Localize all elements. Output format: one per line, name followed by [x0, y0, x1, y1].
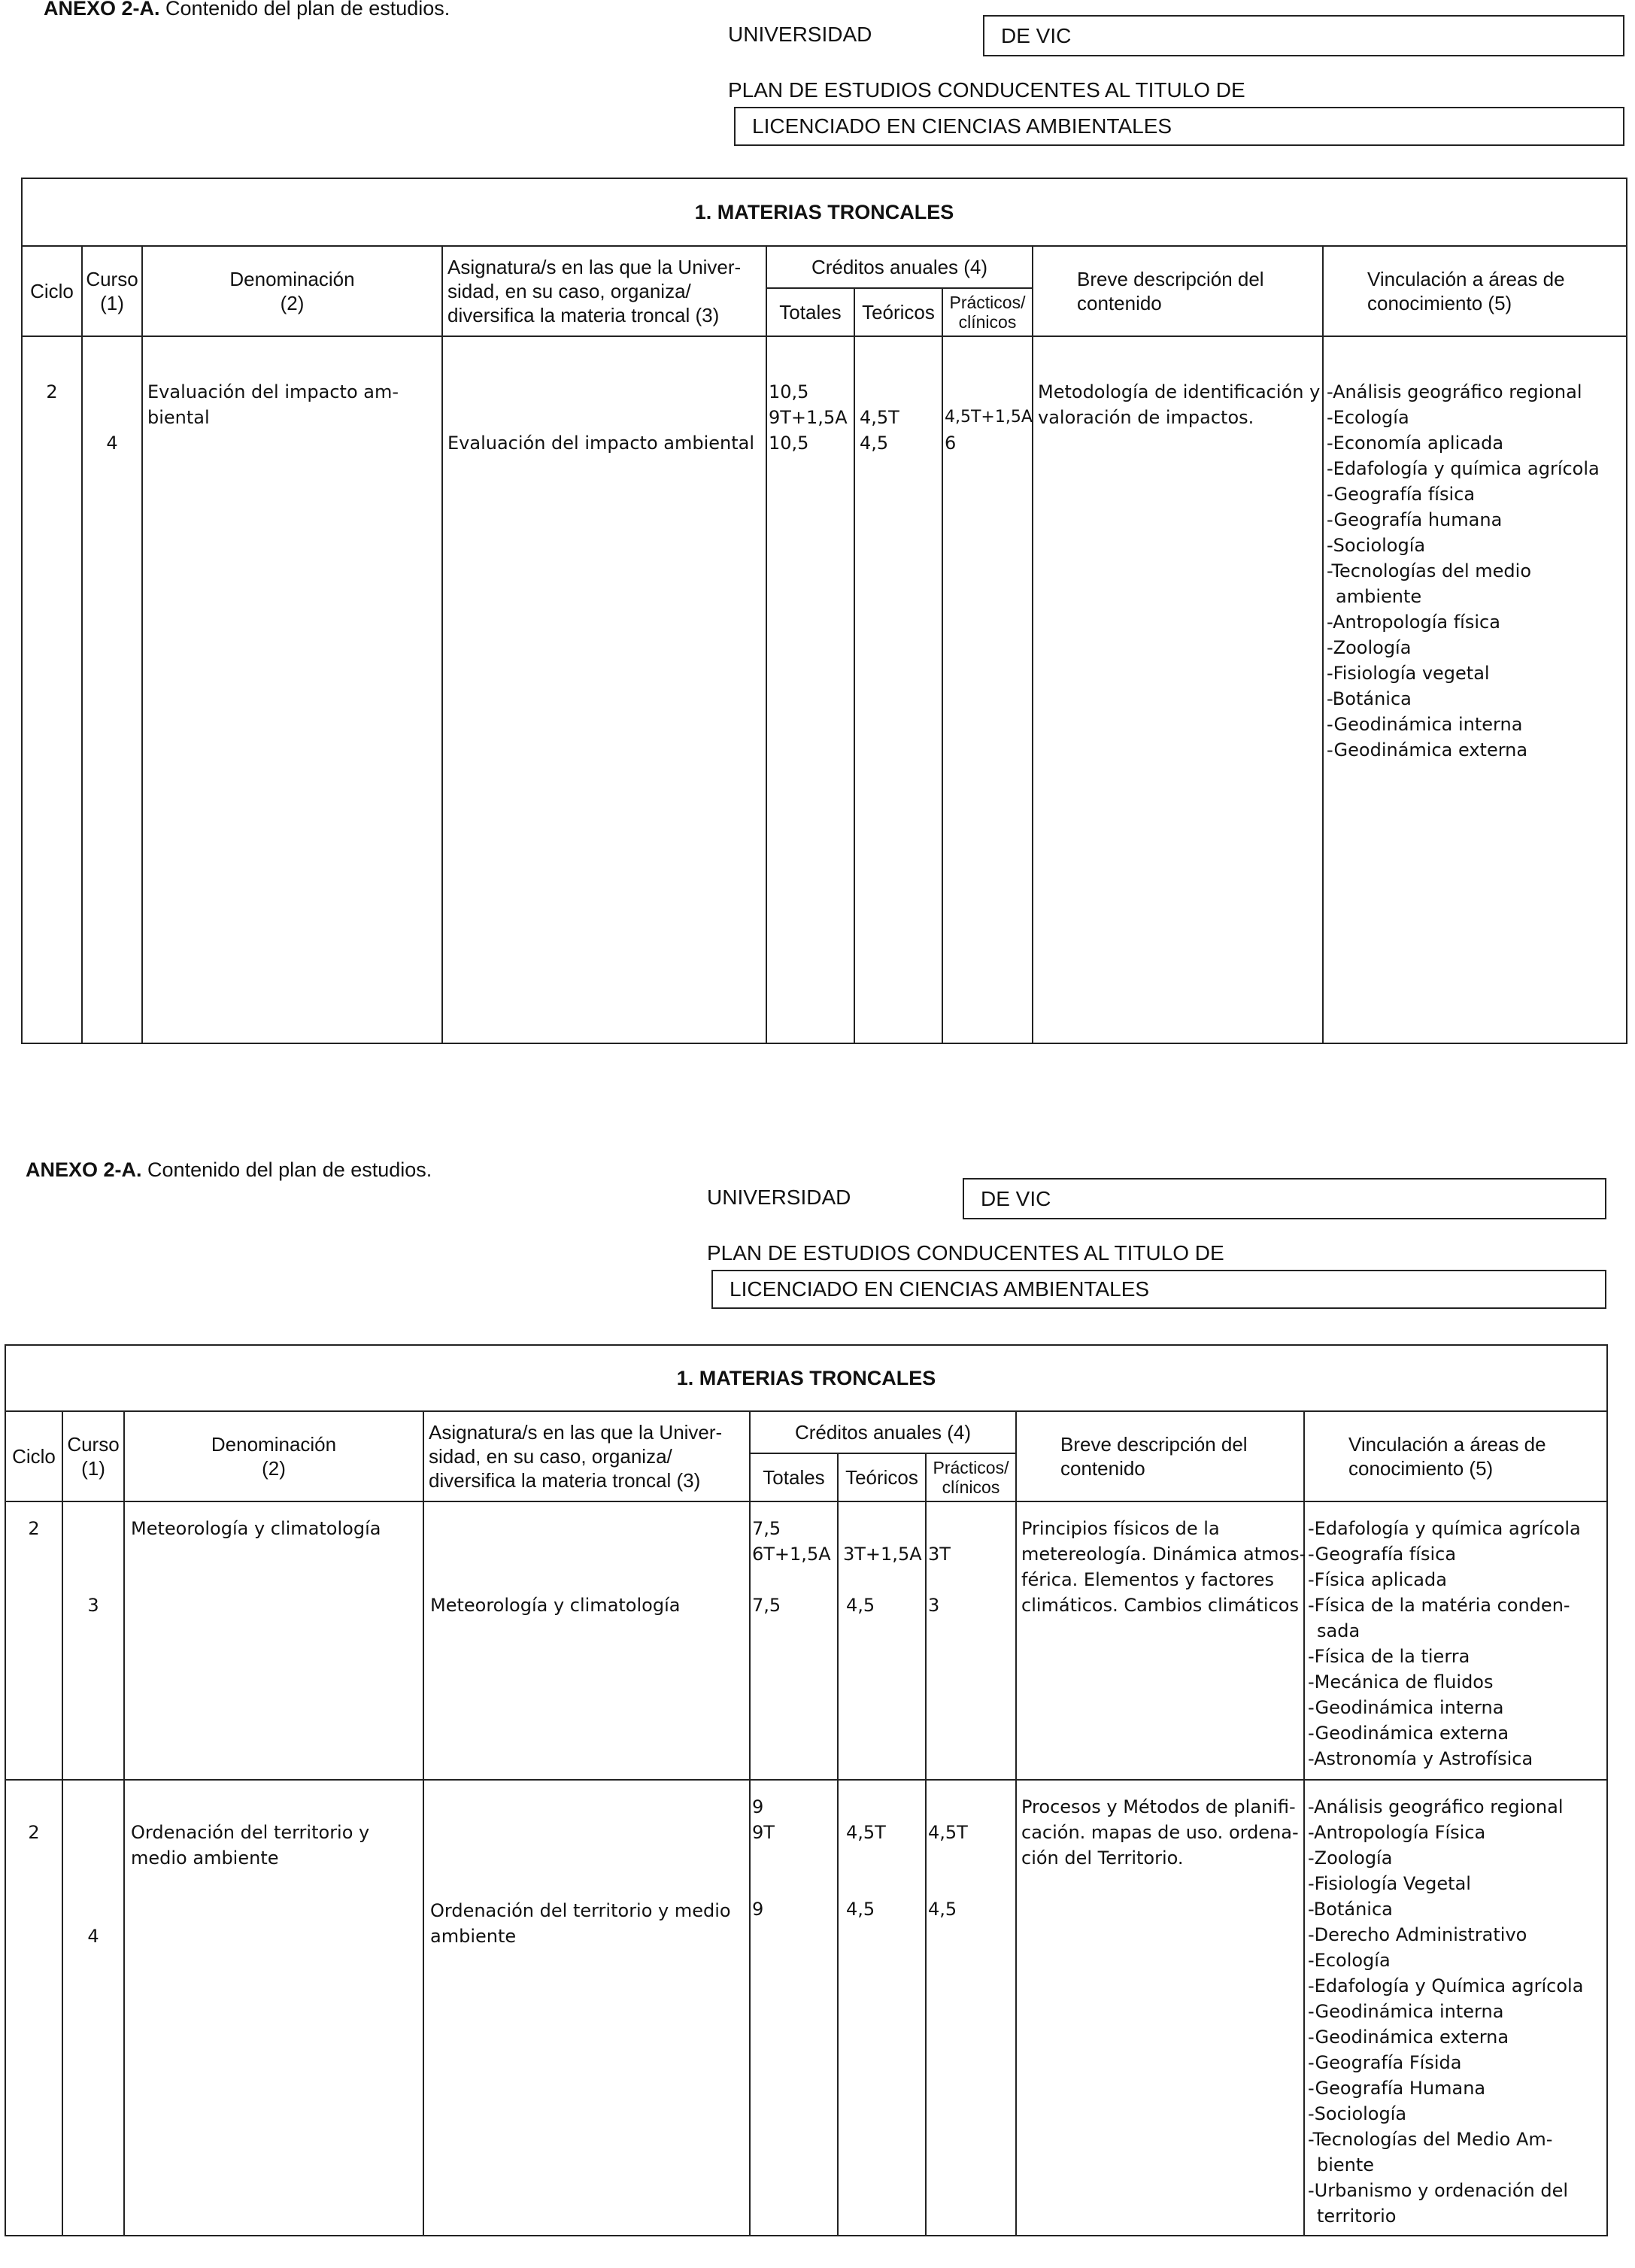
- row2-totales-2: 9T: [752, 1822, 775, 1843]
- plan-value: LICENCIADO EN CIENCIAS AMBIENTALES: [730, 1277, 1150, 1301]
- row-breve-line2: valoración de impactos.: [1038, 407, 1254, 428]
- row-breve-line1: Metodología de identificación y: [1038, 381, 1321, 402]
- row2-practicos: [926, 1780, 1016, 2236]
- area-item: -Física de la tierra: [1308, 1646, 1470, 1667]
- area-item: -Fisiología vegetal: [1327, 663, 1490, 684]
- row1-totales-3: 7,5: [752, 1595, 781, 1616]
- breve-line: cación. mapas de uso. ordena-: [1021, 1822, 1299, 1843]
- area-item: -Astronomía y Astrofísica: [1308, 1748, 1533, 1769]
- header-curso: [82, 246, 142, 336]
- area-item: -Geografía Humana: [1308, 2078, 1486, 2099]
- header-practicos-line2: clínicos: [958, 312, 1017, 332]
- area-item: ambiente: [1336, 586, 1422, 607]
- row1-practicos: [926, 1501, 1016, 1780]
- row2-breve: [1016, 1780, 1304, 2236]
- row2-ciclo: 2: [5, 1780, 62, 2236]
- header-creditos: Créditos anuales (4): [766, 246, 1033, 288]
- row2-curso: 4: [62, 1780, 124, 2236]
- header-asignatura: [423, 1411, 750, 1501]
- row-areas: [1323, 336, 1627, 1043]
- annex-heading: [44, 0, 450, 20]
- header-asignatura-line2: sidad, en su caso, organiza/: [429, 1445, 672, 1468]
- row-denominacion-line1: Evaluación del impacto am-: [147, 381, 399, 402]
- header-asignatura: [442, 246, 766, 336]
- header-curso-note: (1): [100, 292, 124, 314]
- header-curso: [62, 1411, 124, 1501]
- row2-denominacion: [124, 1780, 423, 2236]
- row2-totales-3: 9: [752, 1899, 764, 1920]
- area-item: -Antropología Física: [1308, 1822, 1486, 1843]
- universidad-box: [963, 1178, 1606, 1219]
- table-title: 1. MATERIAS TRONCALES: [5, 1345, 1607, 1411]
- plan-box: [734, 107, 1624, 146]
- header-asignatura-line1: Asignatura/s en las que la Univer-: [447, 256, 742, 278]
- header-ciclo: Ciclo: [5, 1411, 62, 1501]
- area-item: -Geodinámica externa: [1308, 1723, 1509, 1744]
- row-ciclo: 2: [22, 336, 82, 1043]
- area-item: -Mecánica de fluidos: [1308, 1671, 1494, 1693]
- plan-label: PLAN DE ESTUDIOS CONDUCENTES AL TITULO DE: [728, 78, 1245, 102]
- row-practicos-3: 6: [945, 433, 957, 454]
- annex-text: Contenido del plan de estudios.: [141, 1158, 432, 1181]
- header-breve-line2: contenido: [1077, 292, 1162, 314]
- page-2: [0, 1158, 1635, 2268]
- row2-practicos-3: 4,5: [928, 1899, 957, 1920]
- universidad-box: [983, 15, 1624, 56]
- row-practicos-2: 4,5T+1,5A: [945, 408, 1033, 427]
- breve-line: Procesos y Métodos de planifi-: [1021, 1796, 1296, 1817]
- header-curso-label: Curso: [67, 1433, 120, 1456]
- area-item: -Geografía humana: [1327, 509, 1503, 530]
- row-denominacion: [142, 336, 442, 1043]
- universidad-value: DE VIC: [1001, 23, 1072, 47]
- header-asignatura-line3: diversifica la materia troncal (3): [429, 1469, 701, 1492]
- row2-denominacion-line2: medio ambiente: [131, 1847, 279, 1869]
- row-totales-2: 9T+1,5A: [769, 407, 848, 428]
- header-breve: [1016, 1411, 1304, 1501]
- area-item: -Fisiología Vegetal: [1308, 1873, 1471, 1894]
- area-item: -Tecnologías del Medio Am-: [1308, 2129, 1553, 2150]
- area-item: -Edafología y Química agrícola: [1308, 1975, 1584, 1996]
- header-vinculacion-line1: Vinculación a áreas de: [1348, 1433, 1546, 1456]
- area-item: -Geografía física: [1327, 484, 1476, 505]
- row-curso: 4: [82, 336, 142, 1043]
- row2-asignatura-line1: Ordenación del territorio y medio: [430, 1900, 731, 1921]
- area-item: -Geodinámica interna: [1308, 1697, 1504, 1718]
- area-item: -Urbanismo y ordenación del: [1308, 2180, 1569, 2201]
- annex-text: Contenido del plan de estudios.: [159, 0, 450, 20]
- area-item: -Edafología y química agrícola: [1308, 1518, 1581, 1539]
- row1-breve: [1016, 1501, 1304, 1780]
- header-breve: [1033, 246, 1323, 336]
- row2-asignatura-line2: ambiente: [430, 1926, 517, 1947]
- header-practicos: [926, 1453, 1016, 1501]
- row-totales: [766, 336, 854, 1043]
- area-item: territorio: [1317, 2206, 1397, 2227]
- row2-practicos-2: 4,5T: [928, 1822, 968, 1843]
- header-vinculacion-line2: conocimiento (5): [1348, 1457, 1494, 1480]
- area-item: -Geodinámica externa: [1308, 2027, 1509, 2048]
- header-denominacion-label: Denominación: [211, 1433, 337, 1456]
- area-item: -Análisis geográfico regional: [1327, 381, 1582, 402]
- breve-line: metereología. Dinámica atmos-: [1021, 1544, 1306, 1565]
- row-denominacion-line2: biental: [147, 407, 210, 428]
- row-totales-1: 10,5: [769, 381, 809, 402]
- header-vinculacion: [1304, 1411, 1607, 1501]
- row-teoricos: [854, 336, 942, 1043]
- plan-value: LICENCIADO EN CIENCIAS AMBIENTALES: [752, 114, 1172, 138]
- row1-practicos-2: 3T: [928, 1544, 951, 1565]
- row-asignatura: Evaluación del impacto ambiental: [442, 336, 766, 1043]
- row1-totales: [750, 1501, 838, 1780]
- header-curso-note: (1): [81, 1457, 105, 1480]
- area-item: -Antropología física: [1327, 612, 1500, 633]
- header-totales: Totales: [750, 1453, 838, 1501]
- row2-totales: [750, 1780, 838, 2236]
- area-item: -Sociología: [1327, 535, 1426, 556]
- row1-curso: 3: [62, 1501, 124, 1780]
- row-practicos: [942, 336, 1033, 1043]
- area-item: sada: [1317, 1620, 1360, 1641]
- area-item: -Botánica: [1327, 688, 1412, 709]
- header-asignatura-line2: sidad, en su caso, organiza/: [447, 280, 691, 302]
- row2-asignatura: [423, 1780, 750, 2236]
- breve-line: férica. Elementos y factores: [1021, 1569, 1274, 1590]
- breve-line: ción del Territorio.: [1021, 1847, 1184, 1869]
- header-practicos-line1: Prácticos/: [949, 293, 1026, 312]
- header-creditos: Créditos anuales (4): [750, 1411, 1016, 1453]
- header-asignatura-line3: diversifica la materia troncal (3): [447, 304, 720, 326]
- header-breve-line1: Breve descripción del: [1060, 1433, 1248, 1456]
- area-item: -Ecología: [1327, 407, 1409, 428]
- row1-denominacion: Meteorología y climatología: [124, 1501, 423, 1780]
- row1-ciclo: 2: [5, 1501, 62, 1780]
- header-curso-label: Curso: [86, 268, 138, 290]
- universidad-label: UNIVERSIDAD: [728, 23, 872, 46]
- header-practicos: [942, 288, 1033, 336]
- area-item: -Física de la matéria conden-: [1308, 1595, 1570, 1616]
- header-denominacion: [142, 246, 442, 336]
- universidad-value: DE VIC: [981, 1186, 1051, 1210]
- materias-table: [21, 178, 1627, 1044]
- row-teoricos-3: 4,5: [860, 433, 889, 454]
- header-teoricos: Teóricos: [838, 1453, 926, 1501]
- area-item: -Edafología y química agrícola: [1327, 458, 1600, 479]
- area-item: -Ecología: [1308, 1950, 1391, 1971]
- header-practicos-line1: Prácticos/: [933, 1458, 1009, 1477]
- area-item: -Zoología: [1327, 637, 1412, 658]
- header-breve-line1: Breve descripción del: [1077, 268, 1264, 290]
- area-item: -Análisis geográfico regional: [1308, 1796, 1564, 1817]
- area-item: -Zoología: [1308, 1847, 1393, 1869]
- row1-totales-2: 6T+1,5A: [752, 1544, 831, 1565]
- row1-practicos-3: 3: [928, 1595, 940, 1616]
- header-totales: Totales: [766, 288, 854, 336]
- annex-heading: [26, 1158, 432, 1182]
- header-denominacion: [124, 1411, 423, 1501]
- row-breve: [1033, 336, 1323, 1043]
- plan-label: PLAN DE ESTUDIOS CONDUCENTES AL TITULO DE: [707, 1241, 1224, 1265]
- area-item: -Sociología: [1308, 2103, 1407, 2124]
- header-breve-line2: contenido: [1060, 1457, 1145, 1480]
- header-asignatura-line1: Asignatura/s en las que la Univer-: [429, 1421, 723, 1444]
- header-denominacion-note: (2): [262, 1457, 286, 1480]
- row1-teoricos-2: 3T+1,5A: [843, 1544, 922, 1565]
- row-teoricos-2: 4,5T: [860, 407, 899, 428]
- breve-line: Principios físicos de la: [1021, 1518, 1220, 1539]
- plan-box: [711, 1270, 1606, 1309]
- area-item: -Geodinámica externa: [1327, 739, 1528, 761]
- area-item: -Geografía física: [1308, 1544, 1457, 1565]
- row2-teoricos: [838, 1780, 926, 2236]
- header-vinculacion-line2: conocimiento (5): [1367, 292, 1512, 314]
- row1-teoricos: [838, 1501, 926, 1780]
- annex-label: ANEXO 2-A.: [26, 1158, 142, 1181]
- header-teoricos: Teóricos: [854, 288, 942, 336]
- header-denominacion-note: (2): [280, 292, 305, 314]
- area-item: -Geodinámica interna: [1327, 714, 1523, 735]
- row2-denominacion-line1: Ordenación del territorio y: [131, 1822, 370, 1843]
- area-item: -Economía aplicada: [1327, 433, 1504, 454]
- page-1: [0, 0, 1635, 1083]
- header-denominacion-label: Denominación: [229, 268, 355, 290]
- materias-table: [5, 1344, 1608, 2236]
- row1-areas: [1304, 1501, 1607, 1780]
- table-title: 1. MATERIAS TRONCALES: [22, 178, 1627, 246]
- row1-teoricos-3: 4,5: [846, 1595, 875, 1616]
- universidad-label: UNIVERSIDAD: [707, 1186, 851, 1209]
- header-practicos-line2: clínicos: [942, 1477, 1000, 1497]
- row2-totales-1: 9: [752, 1796, 764, 1817]
- header-vinculacion-line1: Vinculación a áreas de: [1367, 268, 1565, 290]
- row-totales-3: 10,5: [769, 433, 809, 454]
- area-item: -Geografía Físida: [1308, 2052, 1462, 2073]
- row2-areas: [1304, 1780, 1607, 2236]
- area-item: biente: [1317, 2154, 1375, 2175]
- row2-teoricos-3: 4,5: [846, 1899, 875, 1920]
- area-item: -Tecnologías del medio: [1327, 560, 1532, 581]
- area-item: -Física aplicada: [1308, 1569, 1447, 1590]
- annex-label: ANEXO 2-A.: [44, 0, 160, 20]
- area-item: -Botánica: [1308, 1899, 1393, 1920]
- area-item: -Derecho Administrativo: [1308, 1924, 1527, 1945]
- row1-asignatura: Meteorología y climatología: [423, 1501, 750, 1780]
- header-vinculacion: [1323, 246, 1627, 336]
- area-item: -Geodinámica interna: [1308, 2001, 1504, 2022]
- row1-totales-1: 7,5: [752, 1518, 781, 1539]
- header-ciclo: Ciclo: [22, 246, 82, 336]
- row2-teoricos-2: 4,5T: [846, 1822, 886, 1843]
- breve-line: climáticos. Cambios climáticos: [1021, 1595, 1299, 1616]
